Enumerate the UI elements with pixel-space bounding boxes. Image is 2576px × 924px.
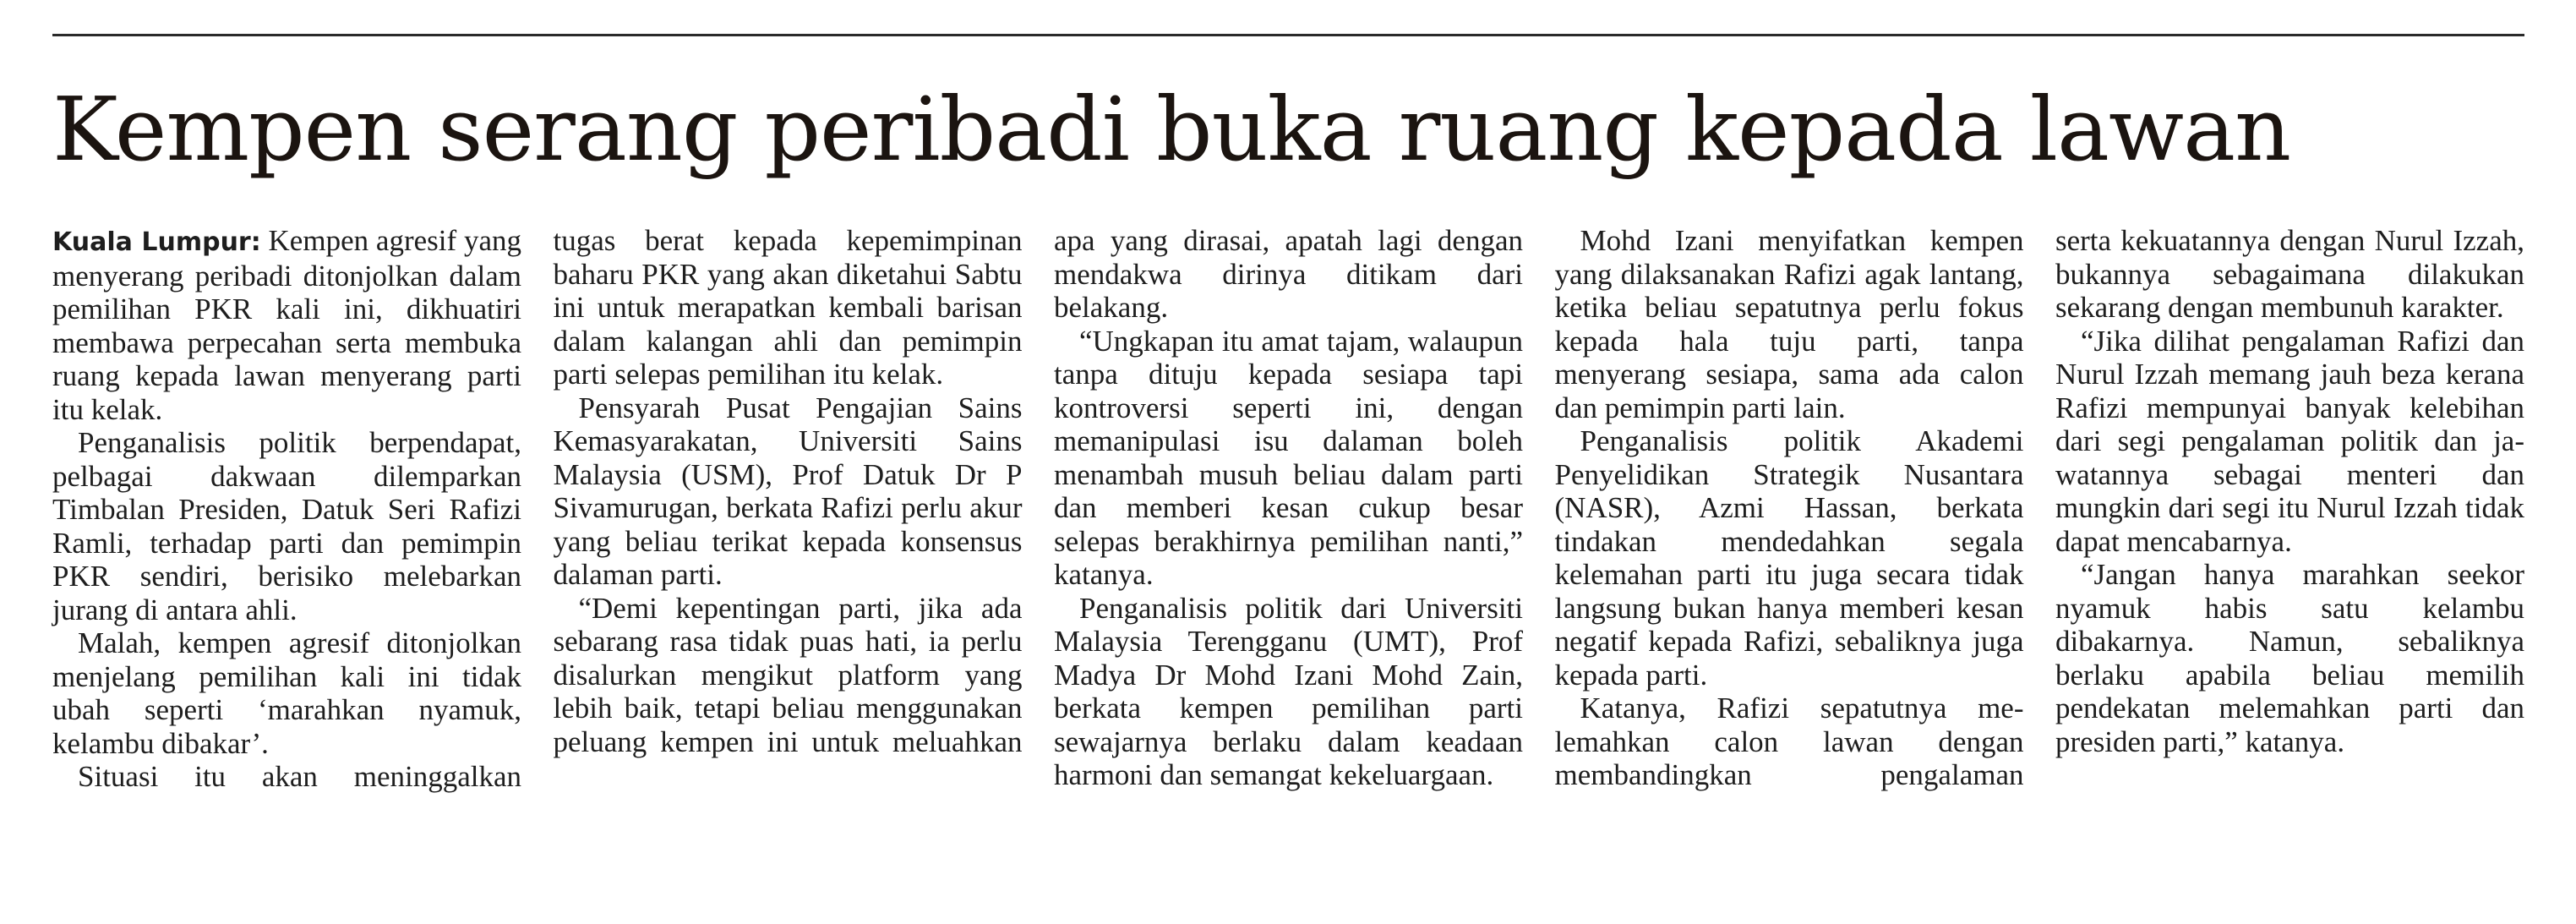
- paragraph: Penganalisis politik Akademi Penyelidikan Strategik Nusantara (NASR), Azmi Hassan, berkata tindakan mendedahkan segala kelemahan parti itu juga secara tidak langsung bukan hanya memberi kesan negatif kepada Rafizi, sebaliknya juga kepada parti.: [1554, 424, 2024, 692]
- column-4: [1555, 224, 2024, 900]
- paragraph: Katanya, Rafizi sepatutnya melemahkan calon lawan dengan membandingkan pengalaman: [1554, 692, 2024, 791]
- paragraph: apa yang dirasai, apatah lagi dengan mendakwa dirinya ditikam dari belakang.: [1054, 224, 1523, 324]
- paragraph: Kuala Lumpur: Kempen agresif yang menyerang peribadi ditonjolkan dalam pemilihan PKR kali ini, dikhuatiri membawa perpecahan serta membuka ruang kepada lawan menyerang parti itu kelak.: [52, 224, 521, 426]
- top-rule: [52, 34, 2524, 36]
- paragraph: Mohd Izani menyifatkan kempen yang dilaksanakan Rafizi agak lantang, ketika beliau sepatutnya perlu fokus kepada hala tuju parti, tanpa menyerang sesiapa, sama ada calon dan pemimpin parti lain.: [1554, 224, 2024, 424]
- article-body: [52, 224, 2524, 900]
- paragraph: Penganalisis politik berpendapat, pelbagai dakwaan dilemparkan Timbalan Presiden, Datuk Seri Rafizi Ramli, terhadap parti dan pemimpin PKR sendiri, berisiko melebarkan jurang di antara ahli.: [52, 426, 521, 626]
- column-2: [554, 224, 1023, 900]
- paragraph: Penganalisis politik dari Universiti Malaysia Terengganu (UMT), Prof Madya Dr Mohd Izani Mohd Zain, berkata kempen pemilihan parti sewajarnya berlaku dalam keadaan harmoni dan semangat kekeluargaan.: [1054, 591, 1523, 791]
- paragraph: Malah, kempen agresif ditonjolkan menjelang pemilihan kali ini tidak ubah seperti ‘marahkan nyamuk, kelambu dibakar’.: [52, 626, 521, 760]
- dateline: Kuala Lumpur:: [52, 227, 261, 257]
- paragraph: serta kekuatannya dengan Nurul Izzah, bukannya sebagaimana dilakukan sekarang dengan membunuh karakter.: [2055, 224, 2524, 324]
- paragraph: “Jangan hanya marahkan seekor nyamuk habis satu kelambu dibakarnya. Namun, sebaliknya berlaku apabila beliau memilih pendekatan melemahkan parti dan presiden parti,” katanya.: [2055, 558, 2524, 758]
- column-1: [52, 224, 521, 900]
- paragraph: “Jika dilihat pengalaman Rafizi dan Nurul Izzah memang jauh beza kerana Rafizi mempunyai banyak kelebihan dari segi pengalaman politik dan jawatannya sebagai menteri dan mungkin dari segi itu Nurul Izzah tidak dapat mencabarnya.: [2055, 324, 2524, 558]
- headline: Kempen serang peribadi buka ruang kepada lawan: [52, 78, 2291, 181]
- paragraph: “Ungkapan itu amat tajam, walaupun tanpa dituju kepada sesiapa tapi kontroversi seperti ini, dengan memanipulasi isu dalaman boleh menambah musuh beliau dalam parti dan memberi kesan cukup besar selepas berakhirnya pemilihan nanti,” katanya.: [1054, 324, 1523, 591]
- paragraph: “Demi kepentingan parti, jika ada sebarang rasa tidak puas hati, ia perlu disalurkan mengikut platform yang lebih baik, tetapi beliau menggunakan peluang kempen ini untuk meluahkan: [553, 591, 1023, 758]
- paragraph: Situasi itu akan meninggalkan: [78, 760, 521, 793]
- paragraph: Pensyarah Pusat Pengajian Sains Kemasyarakatan, Universiti Sains Malaysia (USM), Prof Datuk Dr P Sivamurugan, berkata Rafizi perlu akur yang beliau terikat kepada konsensus dalaman parti.: [553, 391, 1023, 591]
- column-3: [1054, 224, 1523, 900]
- column-5: [2055, 224, 2524, 900]
- paragraph: tugas berat kepada kepemimpinan baharu PKR yang akan diketahui Sabtu ini untuk merapatkan kembali barisan dalam kalangan ahli dan pemimpin parti selepas pemilihan itu kelak.: [553, 224, 1023, 391]
